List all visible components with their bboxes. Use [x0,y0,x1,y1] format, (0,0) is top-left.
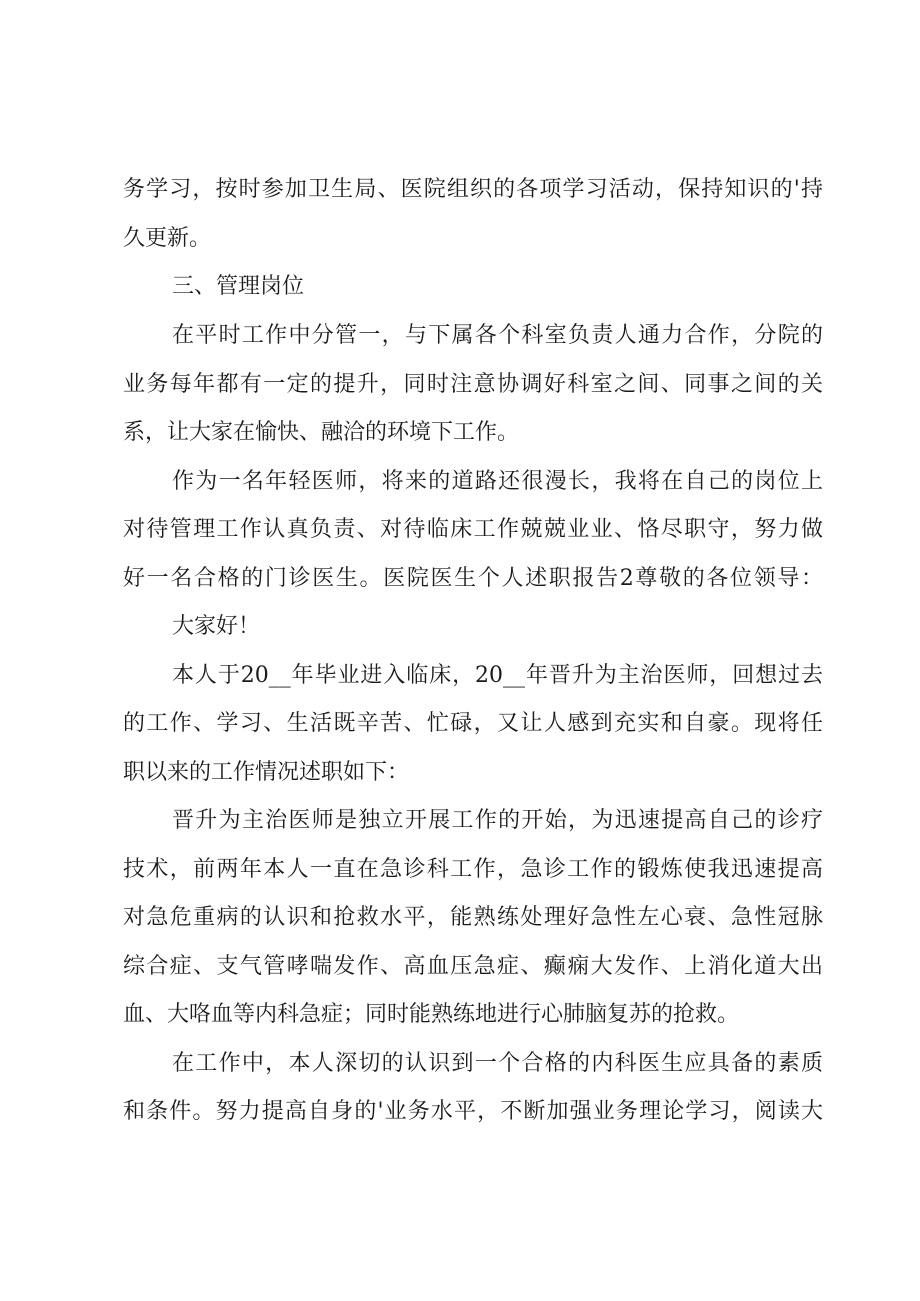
text-line-6: 系，让大家在愉快、融洽的环境下工作。 [123,420,520,445]
text-line-15: 技术，前两年本人一直在急诊科工作，急诊工作的锻炼使我迅速提高 [123,857,823,882]
text-line-16: 对急危重病的认识和抢救水平，能熟练处理好急性左心衰、急性冠脉 [123,905,823,930]
text-line-11: 本人于20__年毕业进入临床，20__年晋升为主治医师，回想过去 [172,663,823,688]
text-line-20: 和条件。努力提高自身的'业务水平，不断加强业务理论学习，阅读大 [123,1099,823,1124]
greeting: 大家好！ [172,614,261,639]
text-line-18: 血、大咯血等内科急症；同时能熟练地进行心肺脑复苏的抢救。 [123,1002,740,1027]
text-line-13: 职以来的工作情况述职如下： [123,760,410,785]
text-line-12: 的工作、学习、生活既辛苦、忙碌，又让人感到充实和自豪。现将任 [123,711,823,736]
text-line-5: 业务每年都有一定的提升，同时注意协调好科室之间、同事之间的关 [123,372,823,397]
text-line-14: 晋升为主治医师是独立开展工作的开始，为迅速提高自己的诊疗 [172,808,823,833]
section-heading-management: 三、管理岗位 [172,274,305,299]
text-line-8: 对待管理工作认真负责、对待临床工作兢兢业业、恪尽职守，努力做 [123,517,823,542]
text-line-2: 久更新。 [123,226,212,251]
text-line-17: 综合症、支气管哮喘发作、高血压急症、癫痫大发作、上消化道大出 [123,954,823,979]
text-line-4: 在平时工作中分管一，与下属各个科室负责人通力合作，分院的 [172,323,823,348]
text-line-9: 好一名合格的门诊医生。医院医生个人述职报告2尊敬的各位领导： [123,566,823,591]
text-line-19: 在工作中，本人深切的认识到一个合格的内科医生应具备的素质 [172,1051,823,1076]
text-line-7: 作为一名年轻医师，将来的道路还很漫长，我将在自己的岗位上 [172,469,823,494]
text-line-1: 务学习，按时参加卫生局、医院组织的各项学习活动，保持知识的'持 [123,177,823,202]
